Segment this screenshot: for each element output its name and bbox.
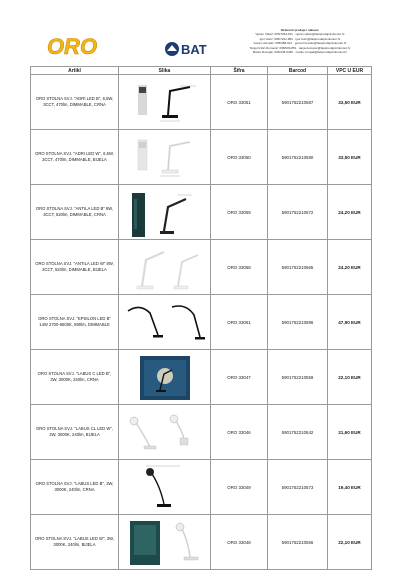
cell-image xyxy=(119,240,211,295)
cell-price: 47,90 EUR xyxy=(328,295,372,350)
cell-price: 24,20 EUR xyxy=(328,185,372,240)
cell-sifra: ORO 33059 xyxy=(211,185,268,240)
cell-sifra: ORO 33050 xyxy=(211,130,268,185)
cell-image xyxy=(119,75,211,130)
lamp-epsilon-image xyxy=(120,295,210,349)
contact-line: Marko Rovnjak: 095/445-9465 · marko.rovnjak@fastprodajnimkontor.hr xyxy=(252,50,348,55)
cell-sifra: ORO 33061 xyxy=(211,295,268,350)
cell-artikl: ORO STOLNA SVJ. "EPSILON LED B" 14W 2700-6500K, 890lm, DIMMABLE xyxy=(31,295,119,350)
cell-image xyxy=(119,185,211,240)
cell-barcod: 5901752210672 xyxy=(268,185,328,240)
contacts-title: Referenti prodaje i nabave: xyxy=(280,28,320,32)
column-header-vpc: VPC U EUR xyxy=(328,67,372,75)
cell-artikl: ORO STOLNA SVJ. "LABUS LED B", 3W, 3000K, 240lm, CRNA xyxy=(31,460,119,515)
cell-sifra: ORO 33048 xyxy=(211,515,268,570)
cell-image xyxy=(119,460,211,515)
cell-barcod: 5901752210696 xyxy=(268,295,328,350)
table-row xyxy=(31,185,372,240)
cell-image xyxy=(119,515,211,570)
lamp-antila-black-image xyxy=(120,185,210,239)
column-header-sifra: Šifra xyxy=(211,67,268,75)
cell-price: 21,60 EUR xyxy=(328,405,372,460)
cell-image xyxy=(119,295,211,350)
table-row xyxy=(31,130,372,185)
cell-artikl: ORO STOLNA SVJ. "LABUS LED W", 3W, 3000K, 240lm, BIJELA xyxy=(31,515,119,570)
lamp-labus-black-image xyxy=(120,460,210,514)
table-header-row xyxy=(31,67,372,75)
contact-line: Goran Horvatić: 095/388-921 · goran.horvatic@fastprodajnimkontor.hr xyxy=(253,41,347,46)
cell-image xyxy=(119,405,211,460)
cell-sifra: ORO 33051 xyxy=(211,75,268,130)
lamp-labus-c-image xyxy=(120,350,210,404)
table-row xyxy=(31,350,372,405)
lamp-labus-white-image xyxy=(120,515,210,569)
cell-price: 33,50 EUR xyxy=(328,75,372,130)
cell-artikl: ORO STOLNA SVJ. "ANTILA LED B" 8W, 3CCT, 520lm, DIMMABLE, CRNA xyxy=(31,185,119,240)
cell-artikl: ORO STOLNA SVJ. "ADRI LED W", 6,5W, 3CCT, 470lm, DIMMABLE, BIJELA xyxy=(31,130,119,185)
bat-logo xyxy=(164,40,216,58)
price-list-table xyxy=(30,66,372,570)
table-row xyxy=(31,240,372,295)
cell-artikl: ORO STOLNA SVJ. "ANTILA LED W" 8W, 3CCT, 520lm, DIMMABLE, BIJELA xyxy=(31,240,119,295)
cell-barcod: 5901752210587 xyxy=(268,75,328,130)
table-row xyxy=(31,75,372,130)
contact-line: Vjeran Vlasić: 095/7262-611 · vjeran.vlasic@fastprodajnimkontor.hr xyxy=(255,32,345,37)
lamp-adri-white-image xyxy=(120,130,210,184)
cell-barcod: 5901752210559 xyxy=(268,350,328,405)
cell-artikl: ORO STOLNA SVJ. "ADRI LED B", 6,5W, 3CCT, 470lm, DIMMABLE, CRNA xyxy=(31,75,119,130)
cell-sifra: ORO 33047 xyxy=(211,350,268,405)
document-header xyxy=(30,28,370,66)
cell-artikl: ORO STOLNA SVJ. "LABUS CL LED W", 3W, 3000K, 240lm, BIJELA xyxy=(31,405,119,460)
bat-logo-text: BAT xyxy=(181,42,207,57)
column-header-barcod: Barcod xyxy=(268,67,328,75)
cell-sifra: ORO 33046 xyxy=(211,405,268,460)
table-row xyxy=(31,515,372,570)
cell-barcod: 5901752210573 xyxy=(268,460,328,515)
lamp-labus-cl-image xyxy=(120,405,210,459)
cell-image xyxy=(119,130,211,185)
table-row xyxy=(31,405,372,460)
cell-barcod: 5901752210665 xyxy=(268,240,328,295)
oro-logo xyxy=(32,33,112,59)
cell-barcod: 5901752210542 xyxy=(268,405,328,460)
cell-price: 33,50 EUR xyxy=(328,130,372,185)
cell-barcod: 5901752210566 xyxy=(268,515,328,570)
lamp-adri-black-image xyxy=(120,75,210,129)
cell-image xyxy=(119,350,211,405)
cell-price: 24,20 EUR xyxy=(328,240,372,295)
sales-contacts xyxy=(230,28,370,54)
lamp-antila-white-image xyxy=(120,240,210,294)
cell-barcod: 5901752210580 xyxy=(268,130,328,185)
table-row xyxy=(31,295,372,350)
contact-line: Igor Hurić: 095/7221-983 · igor.huric@fastprodajnimkontor.hr xyxy=(259,36,341,41)
cell-artikl: ORO STOLNA SVJ. "LABUS C LED B", 3W, 3000K, 240lm, CRNA xyxy=(31,350,119,405)
cell-price: 22,10 EUR xyxy=(328,350,372,405)
cell-sifra: ORO 33058 xyxy=(211,240,268,295)
cell-price: 22,10 EUR xyxy=(328,515,372,570)
contact-line: Tanja Krštić-Dumanić: 098/939-851 · tanja.dumanic@fastprodajnimkontor.hr xyxy=(249,45,351,50)
table-row xyxy=(31,460,372,515)
oro-logo-text: ORO xyxy=(46,34,98,59)
column-header-slika: Slika xyxy=(119,67,211,75)
cell-price: 19,40 EUR xyxy=(328,460,372,515)
column-header-artikl: Artikl xyxy=(31,67,119,75)
cell-sifra: ORO 33049 xyxy=(211,460,268,515)
